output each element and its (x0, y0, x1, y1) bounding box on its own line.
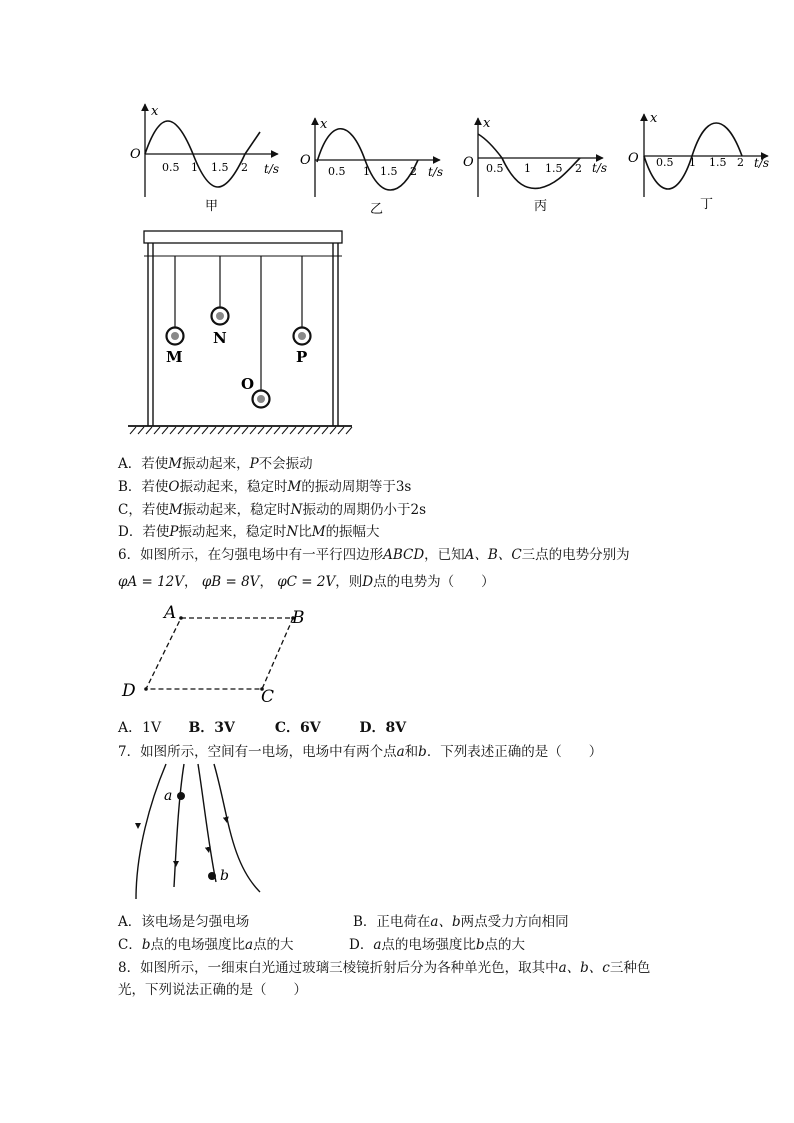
point-b-label: b (220, 868, 229, 884)
graph-yi-origin: O (300, 153, 311, 168)
graph-jia-tick-2: 1.5 (211, 161, 229, 174)
graph-bing-y-label: x (483, 116, 491, 131)
pendulum-p-bob (294, 328, 311, 345)
graph-ding-x-label: t/s (754, 156, 770, 170)
graph-ding-origin: O (628, 151, 639, 166)
crossbar (144, 231, 342, 243)
q5-option-c: C，若使M振动起来，稳定时N振动的周期仍小于2s (118, 502, 427, 518)
pendulum-o-label: O (241, 375, 255, 393)
graph-ding-tick-3: 2 (737, 156, 744, 169)
graph-yi-tick-3: 2 (410, 165, 417, 178)
q6-option-b: B．3V (188, 720, 235, 736)
graph-bing-tick-2: 1.5 (545, 162, 563, 175)
graph-jia (130, 104, 279, 214)
graph-bing (463, 116, 607, 214)
vertex-a-label: A (164, 603, 177, 623)
graph-ding-y-label: x (650, 111, 658, 126)
graph-yi-tick-1: 1 (363, 165, 370, 178)
graph-ding-caption: 丁 (700, 197, 714, 212)
graph-bing-tick-1: 1 (524, 162, 531, 175)
graph-ding-tick-1: 1 (689, 156, 696, 169)
q5-option-b: B．若使O振动起来，稳定时M的振动周期等于3s (118, 479, 412, 495)
q5-option-d: D．若使P振动起来，稳定时N比M的振幅大 (118, 524, 380, 540)
graph-ding (628, 111, 769, 212)
graph-yi-tick-2: 1.5 (380, 165, 398, 178)
q6-options (118, 717, 406, 737)
q6-option-a: A．1V (118, 720, 162, 736)
q7-stem: 7．如图所示，空间有一电场，电场中有两个点a和b．下列表述正确的是（ ） (118, 744, 603, 760)
point-a-label: a (164, 788, 173, 804)
graph-jia-caption: 甲 (205, 199, 219, 214)
q8-stem-line2: 光，下列说法正确的是（ ） (118, 982, 307, 998)
graph-jia-y-label: x (151, 104, 159, 119)
oscillation-graphs (120, 100, 780, 225)
vertex-d-label: D (122, 681, 136, 701)
q7-option-b: B．正电荷在a、b两点受力方向相同 (353, 914, 569, 930)
q6-stem-line1: 6．如图所示，在匀强电场中有一平行四边形ABCD，已知A、B、C三点的电势分别为 (118, 547, 630, 563)
graph-bing-x-label: t/s (592, 161, 608, 175)
pendulum-o-bob (253, 391, 270, 408)
vertex-b-label: B (292, 608, 305, 628)
graph-ding-tick-0: 0.5 (656, 156, 674, 169)
parallelogram-figure (118, 598, 308, 708)
field-line-1 (136, 764, 166, 899)
graph-yi-tick-0: 0.5 (328, 165, 346, 178)
point-a (177, 792, 185, 800)
q8-stem-line1: 8．如图所示，一细束白光通过玻璃三棱镜折射后分为各种单光色，取其中a、b、c三种色 (118, 960, 651, 976)
graph-jia-tick-1: 1 (191, 161, 198, 174)
point-b (208, 872, 216, 880)
phi-c: φC = 2V (277, 574, 336, 590)
field-line-3 (198, 764, 216, 882)
vertex-c-label: C (261, 687, 275, 707)
pendulum-n-label: N (213, 329, 227, 347)
pendulum-frame-figure (126, 226, 358, 438)
graph-yi-y-label: x (320, 117, 328, 132)
pendulum-n-bob (212, 308, 229, 325)
graph-bing-caption: 丙 (534, 199, 548, 214)
graph-yi (300, 117, 443, 217)
parallelogram-abcd (146, 618, 293, 689)
graph-jia-origin: O (130, 147, 141, 162)
q7-option-a: A．该电场是匀强电场 (118, 914, 250, 930)
field-lines-figure (118, 762, 278, 902)
phi-b: φB = 8V (201, 574, 260, 590)
graph-bing-tick-0: 0.5 (486, 162, 504, 175)
field-line-2 (174, 764, 184, 887)
q6-option-c: C．6V (274, 720, 321, 736)
graph-jia-tick-3: 2 (241, 161, 248, 174)
graph-bing-origin: O (463, 155, 474, 170)
q5-option-a: A．若使M振动起来，P不会振动 (118, 456, 313, 472)
phi-a: φA = 12V (118, 574, 185, 590)
q7-option-c: C．b点的电场强度比a点的大 (118, 937, 294, 953)
pendulum-m-label: M (166, 348, 183, 366)
graph-jia-tick-0: 0.5 (162, 161, 180, 174)
graph-yi-x-label: t/s (428, 165, 444, 179)
pendulum-m-bob (167, 328, 184, 345)
q6-stem-line2: φA = 12V， φB = 8V， φC = 2V，则D点的电势为（ ） (118, 574, 495, 590)
q7-option-d: D．a点的电场强度比b点的大 (349, 937, 526, 953)
graph-jia-x-label: t/s (264, 162, 280, 176)
graph-yi-caption: 乙 (370, 202, 384, 217)
pendulum-p-label: P (296, 348, 308, 366)
graph-bing-tick-3: 2 (575, 162, 582, 175)
graph-ding-tick-2: 1.5 (709, 156, 727, 169)
q6-option-d: D．8V (359, 720, 407, 736)
